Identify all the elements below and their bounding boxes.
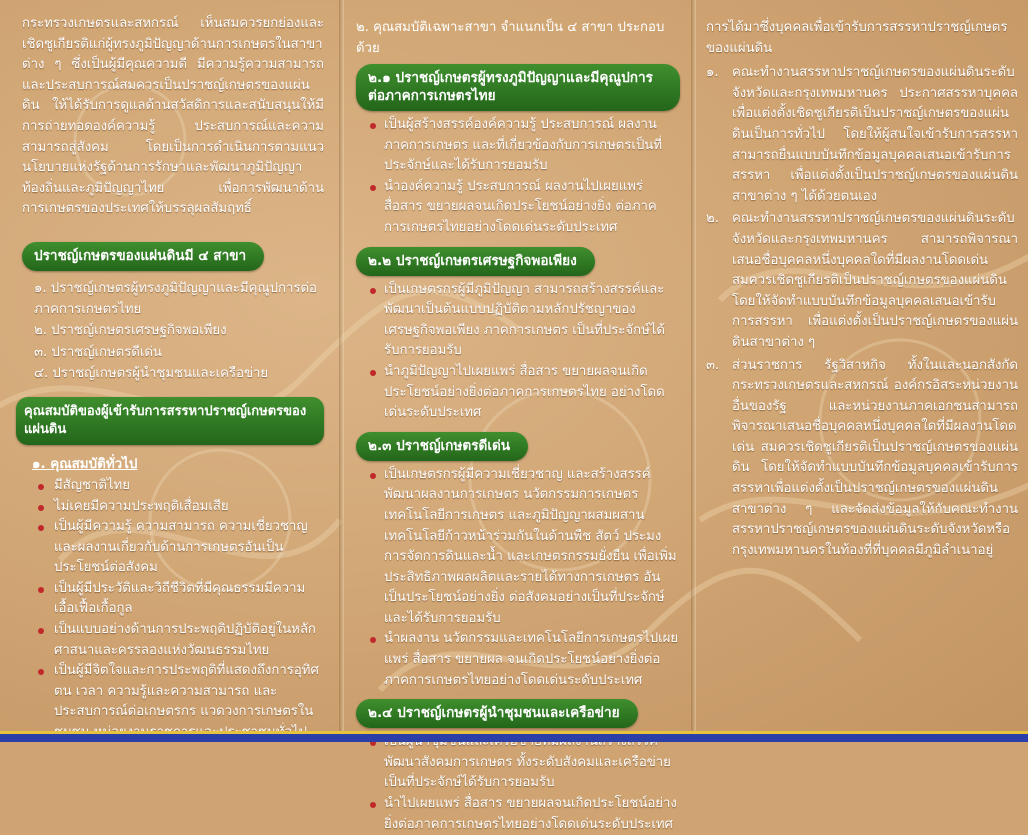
section-list	[356, 732, 680, 835]
left-panel	[0, 0, 338, 742]
general-qualification-heading: ๑. คุณสมบัติทั่วไป	[32, 456, 138, 472]
intro-paragraph: กระทรวงเกษตรและสหกรณ์ เห็นสมควรยกย่องและเชิดชูเกียรติแก่ผู้ทรงภูมิปัญญาด้านการเกษตรในสาขาต่าง ๆ ซึ่งเป็นผู้มีคุณความดี มีความรู้ความสามารถและประสบการณ์สมควรเป็นปราชญ์เกษตรของแผ่นดิน ให้ได้รับการดูแลด้านสวัสดิการและสนับสนุนให้มีการถ่ายทอดองค์ความรู้ ประสบการณ์และความสามารถสู่สังคม โดยเป็นการดำเนินการตามแนวนโยบายแห่งรัฐด้านการรักษาและพัฒนาภูมิปัญญาท้องถิ่นและภูมิปัญญาไทย เพื่อการพัฒนาด้านการเกษตรของประเทศให้บรรลุผลสัมฤทธิ์	[22, 16, 324, 217]
list-item: เป็นเกษตรกรผู้มีความเชี่ยวชาญ และสร้างสรรค์พัฒนาผลงานการเกษตร นวัตกรรมการเกษตรเทคโนโลยีการเกษตร และภูมิปัญญาผสมผสานเทคโนโลยีก้าวหน้าร่วมกันในด้านพืช สัตว์ ประมง การจัดการดินและน้ำ และเกษตรกรรมยั่งยืน เพื่อเพิ่มประสิทธิภาพผลผลิตและรายได้ทางการเกษตร อันเป็นประโยชน์อย่างยิ่ง ต่อสังคมอย่างเป็นที่ประจักษ์และได้รับการยอมรับ	[356, 465, 680, 630]
section-2-3	[356, 432, 680, 692]
branches-list	[22, 279, 324, 385]
section-list	[356, 115, 680, 239]
general-qualification-list	[22, 476, 324, 744]
list-item: ๒. คณะทำงานสรรหาปราชญ์เกษตรของแผ่นดินระดับจังหวัดและกรุงเทพมหานคร สามารถพิจารณาเสนอชื่อบุคคลหนึ่งบุคคลใดที่มีผลงานโดดเด่น สมควรเชิดชูเกียรติเป็นปราชญ์เกษตรของแผ่นดิน โดยให้จัดทำแบบบันทึกข้อมูลบุคคลเสนอเข้ารับการสรรหา เพื่อแต่งตั้งเป็นปราชญ์เกษตรของแผ่นดินสาขาต่าง ๆ	[706, 211, 1018, 350]
branch-item: ๔. ปราชญ์เกษตรผู้นำชุมชนและเครือข่าย	[34, 366, 269, 382]
bullet-dot-icon	[370, 185, 376, 191]
list-item: เป็นผู้สร้างสรรค์องค์ความรู้ ประสบการณ์ ผลงานภาคการเกษตร และที่เกี่ยวข้องกับการเกษตรเป็นที่ประจักษ์และได้รับการยอมรับ	[356, 115, 680, 177]
list-item: พัฒนาสังคมการเกษตร ทั้งระดับสังคมและเครือข่ายเป็นที่ประจักษ์ได้รับการยอมรับ	[356, 732, 680, 794]
list-item: นำองค์ความรู้ ประสบการณ์ ผลงานไปเผยแพร่ สื่อสาร ขยายผลจนเกิดประโยชน์อย่างยิ่ง ต่อภาคการเกษตรไทยอย่างโดดเด่นระดับประเทศ	[356, 177, 680, 239]
bullet-dot-icon	[38, 505, 44, 511]
branch-item: ๑. ปราชญ์เกษตรผู้ทรงภูมิปัญญาและมีคุณูปการต่อภาคการเกษตรไทย	[34, 280, 317, 317]
list-item: มีสัญชาติไทย	[22, 476, 324, 497]
bullet-dot-icon	[38, 669, 44, 675]
bullet-dot-icon	[370, 473, 376, 479]
item-number: ๓.	[706, 357, 720, 373]
list-item: นำผลงาน นวัตกรรมและเทคโนโลยีการเกษตรไปเผยแพร่ สื่อสาร ขยายผล จนเกิดประโยชน์อย่างยิ่งต่อภาคการเกษตรไทยอย่างโดดเด่นระดับประเทศ	[356, 629, 680, 691]
list-item: เป็นผู้มีจิตใจและการประพฤติที่แสดงถึงการอุทิศตน เวลา ความรู้และความสามารถ และประสบการณ์ต่อเกษตรกร แวดวงการเกษตรใน	[22, 661, 324, 743]
nomination-heading: การได้มาซึ่งบุคคลเพื่อเข้ารับการสรรหาปราชญ์เกษตรของแผ่นดิน	[706, 20, 1008, 56]
bullet-dot-icon	[370, 802, 376, 808]
section-list	[356, 280, 680, 424]
section-2-1	[356, 64, 680, 239]
bullet-dot-icon	[370, 637, 376, 643]
middle-panel	[344, 0, 690, 832]
list-item: เป็นผู้มีความรู้ ความสามารถ ความเชี่ยวชาญและผลงานเกี่ยวกับด้านการเกษตรอันเป็นประโยชน์ต่อสังคม	[22, 517, 324, 579]
nomination-process-list	[706, 63, 1018, 561]
section-list	[356, 465, 680, 692]
list-item: เป็นผู้มีประวัติและวิถีชีวิตที่มีคุณธรรมมีความเอื้อเฟื้อเกื้อกูล	[22, 579, 324, 620]
section-title: ๒.๓ ปราชญ์เกษตรดีเด่น	[356, 432, 528, 461]
right-panel	[696, 0, 1028, 742]
list-item: นำไปเผยแพร่ สื่อสาร ขยายผลจนเกิดประโยชน์อย่างยิ่งต่อภาคการเกษตรไทยอย่างโดดเด่นระดับประเทศ	[356, 794, 680, 835]
section-title: ๒.๑ ปราชญ์เกษตรผู้ทรงภูมิปัญญาและมีคุณูปการต่อภาคการเกษตรไทย	[356, 64, 680, 111]
section-2-2	[356, 247, 680, 424]
list-item: ๓. ส่วนราชการ รัฐวิสาหกิจ ทั้งในและนอกสังกัดกระทรวงเกษตรและสหกรณ์ องค์กรอิสระหน่วยงานอื่นของรัฐ และหน่วยงานภาคเอกชนสามารถพิจารณาเสนอชื่อบุคคลหนึ่งบุคคลใดที่มีผลงานโดดเด่น สมควรเชิดชูเกียรติเป็นปราชญ์เกษตรของแผ่นดิน โดยให้จัดทำแบบบันทึกข้อมูลบุคคลเข้ารับการสรรหาเพื่อแต่งตั้งเป็นปราชญ์เกษตรของแผ่นดินสาขาต่าง ๆ และจัดส่งข้อมูลให้กับคณะทำงานสรรหาปราชญ์เกษตรของแผ่นดินระดับจังหวัดหรือกรุงเทพมหานครในท้องที่ที่บุคคลมีภูมิลำเนาอยู่	[706, 357, 1018, 558]
specific-qualification-heading: ๒. คุณสมบัติเฉพาะสาขา จำแนกเป็น ๔ สาขา ประกอบด้วย	[356, 20, 665, 56]
qualification-title: คุณสมบัติของผู้เข้ารับการสรรหาปราชญ์เกษตรของแผ่นดิน	[16, 397, 324, 445]
bullet-dot-icon	[38, 587, 44, 593]
list-item: ไม่เคยมีความประพฤติเสื่อมเสีย	[22, 497, 324, 518]
list-item: เป็นเกษตรกรผู้มีภูมิปัญญา สามารถสร้างสรรค์และพัฒนาเป็นต้นแบบปฏิบัติตามหลักปรัชญาของเศรษฐกิจพอเพียง ภาคการเกษตร เป็นที่ประจักษ์ได้รับการยอมรับ	[356, 280, 680, 362]
list-item: ๑. คณะทำงานสรรหาปราชญ์เกษตรของแผ่นดินระดับจังหวัดและกรุงเทพมหานคร ประกาศสรรหาบุคคลเพื่อแต่งตั้งเชิดชูเกียรติเป็นปราชญ์เกษตรของแผ่นดินเป็นการทั่วไป โดยให้ผู้สนใจเข้ารับการสรรหาสามารถยื่นแบบบันทึกข้อมูลบุคคลเสนอเข้ารับการสรรหา เพื่อแต่งตั้งเป็นปราชญ์เกษตรของแผ่นดินสาขาต่าง ๆ ได้ด้วยตนเอง	[706, 65, 1018, 204]
bullet-dot-icon	[38, 525, 44, 531]
bottom-border-band	[0, 731, 1028, 742]
item-number: ๒.	[706, 211, 719, 227]
bullet-dot-icon	[370, 123, 376, 129]
section-title: ๒.๒ ปราชญ์เกษตรเศรษฐกิจพอเพียง	[356, 247, 595, 276]
bullet-dot-icon	[38, 628, 44, 634]
branch-item: ๓. ปราชญ์เกษตรดีเด่น	[34, 344, 162, 360]
bullet-dot-icon	[370, 288, 376, 294]
item-number: ๑.	[706, 65, 719, 81]
bullet-dot-icon	[370, 370, 376, 376]
bullet-dot-icon	[38, 484, 44, 490]
section-2-4	[356, 699, 680, 835]
list-item: นำภูมิปัญญาไปเผยแพร่ สื่อสาร ขยายผลจนเกิดประโยชน์อย่างยิ่งต่อภาคการเกษตรไทย อย่างโดดเด่นระดับประเทศ	[356, 362, 680, 424]
section-title: ๒.๔ ปราชญ์เกษตรผู้นำชุมชนและเครือข่าย	[356, 699, 638, 728]
branch-item: ๒. ปราชญ์เกษตรเศรษฐกิจพอเพียง	[34, 323, 227, 339]
list-item: เป็นแบบอย่างด้านการประพฤติปฏิบัติอยู่ในหลักศาสนาและครรลองแห่งวัฒนธรรมไทย	[22, 620, 324, 661]
branches-title: ปราชญ์เกษตรของแผ่นดินมี ๔ สาขา	[22, 242, 264, 271]
